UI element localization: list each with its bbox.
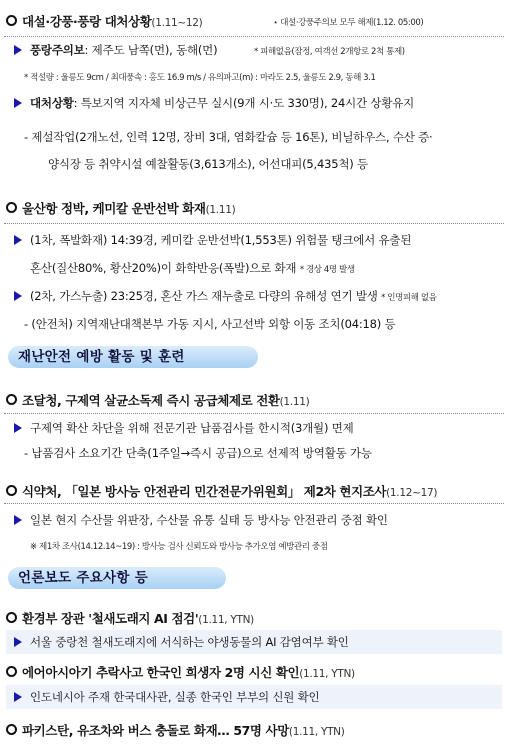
news-line: 인도네시아 주재 한국대사관, 실종 한국인 부부의 신원 확인 xyxy=(30,690,320,704)
warning-line: 풍랑주의보: 제주도 남쪽(먼), 동해(먼) xyxy=(30,43,218,57)
item-title: 울산항 정박, 케미칼 운반선박 화재(1.11) xyxy=(22,201,236,216)
exemption-sub: - 납품검사 소요기간 단축(1주일→즉시 공급)으로 선제적 방역활동 가능 xyxy=(24,446,372,460)
item-title: 대설·강풍·풍랑 대처상황(1.11~12) xyxy=(22,14,203,29)
arrow-icon xyxy=(14,235,22,245)
exemption-line: 구제역 확산 차단을 위해 전문기관 납품검사를 한시적(3개월) 면제 xyxy=(30,421,354,435)
arrow-icon xyxy=(14,692,22,702)
warning-detail: * 적설량 : 울릉도 9cm / 최대풍속 : 홍도 16.9 m/s / 유의파고(m) : 마라도 2.5, 울릉도 2.9, 동해 3.1 xyxy=(24,73,376,83)
news-title: 에어아시아기 추락사고 한국인 희생자 2명 시신 확인(1.11, YTN) xyxy=(22,665,355,680)
section-bullet-icon xyxy=(6,485,17,496)
news-title: 환경부 장관 '철새도래지 AI 점검'(1.11, YTN) xyxy=(22,611,254,626)
divider xyxy=(4,413,504,414)
arrow-icon xyxy=(14,637,22,647)
section-header: 재난안전 예방 활동 및 훈련 xyxy=(8,346,258,368)
arrow-icon xyxy=(14,98,22,108)
response-sub-1: - 제설작업(2개노선, 인력 12명, 장비 3대, 염화칼슘 등 16톤), 비닐하우스, 수산 증· xyxy=(24,130,433,144)
section-bullet-icon xyxy=(6,394,17,405)
section-bullet-icon xyxy=(6,15,17,26)
news-title: 파키스탄, 유조차와 버스 충돌로 화재… 57명 사망(1.11, YTN) xyxy=(22,723,345,738)
action-line: - (안전처) 지역재난대책본부 가동 지시, 사고선박 외항 이동 조치(04:18) 등 xyxy=(24,317,396,331)
inspection-note: ※ 제1차 조사(14.12.14~19) : 방사능 검사 신뢰도와 방사능 추가오염 예방관리 중점 xyxy=(30,542,328,552)
fire-line-1: (1차, 폭발화재) 14:39경, 케미칼 운반선박(1,553톤) 위험물 탱크에서 유출된 xyxy=(30,233,412,247)
arrow-icon xyxy=(14,291,22,301)
warning-note: * 피해없음(잠정, 여객선 2개항로 2척 통제) xyxy=(254,47,405,57)
section-header: 언론보도 주요사항 등 xyxy=(8,567,226,589)
item-note: ⋆ 대설·강풍주의보 모두 해제(1.12. 05:00) xyxy=(273,18,424,28)
response-line: 대처상황: 특보지역 지자체 비상근무 실시(9개 시·도 330명), 24시간 상황유지 xyxy=(30,96,415,110)
arrow-icon xyxy=(14,515,22,525)
section-bullet-icon xyxy=(6,666,17,677)
arrow-icon xyxy=(14,423,22,433)
section-bullet-icon xyxy=(6,202,17,213)
divider xyxy=(4,503,504,504)
news-line: 서울 중랑천 철새도래지에 서식하는 야생동물의 AI 감염여부 확인 xyxy=(30,635,349,649)
divider xyxy=(4,223,504,224)
divider xyxy=(4,36,504,37)
gas-line: (2차, 가스누출) 23:25경, 혼산 가스 재누출로 다량의 유해성 연기 발생 * 인명피해 없음 xyxy=(30,289,437,303)
arrow-icon xyxy=(14,45,22,55)
section-bullet-icon xyxy=(6,724,17,735)
item-title: 식약처, 「일본 방사능 안전관리 민간전문가위원회」 제2차 현지조사(1.12~17) xyxy=(22,484,438,499)
response-sub-2: 양식장 등 취약시설 예찰활동(3,613개소), 어선대피(5,435척) 등 xyxy=(48,157,368,171)
inspection-line: 일본 현지 수산물 위판장, 수산물 유통 실태 등 방사능 안전관리 중점 확인 xyxy=(30,513,388,527)
fire-line-2: 혼산(질산80%, 황산20%)이 화학반응(폭발)으로 화재 * 경상 4명 발생 xyxy=(30,261,355,275)
item-title: 조달청, 구제역 살균소독제 즉시 공급체제로 전환(1.11) xyxy=(22,393,310,408)
section-bullet-icon xyxy=(6,612,17,623)
